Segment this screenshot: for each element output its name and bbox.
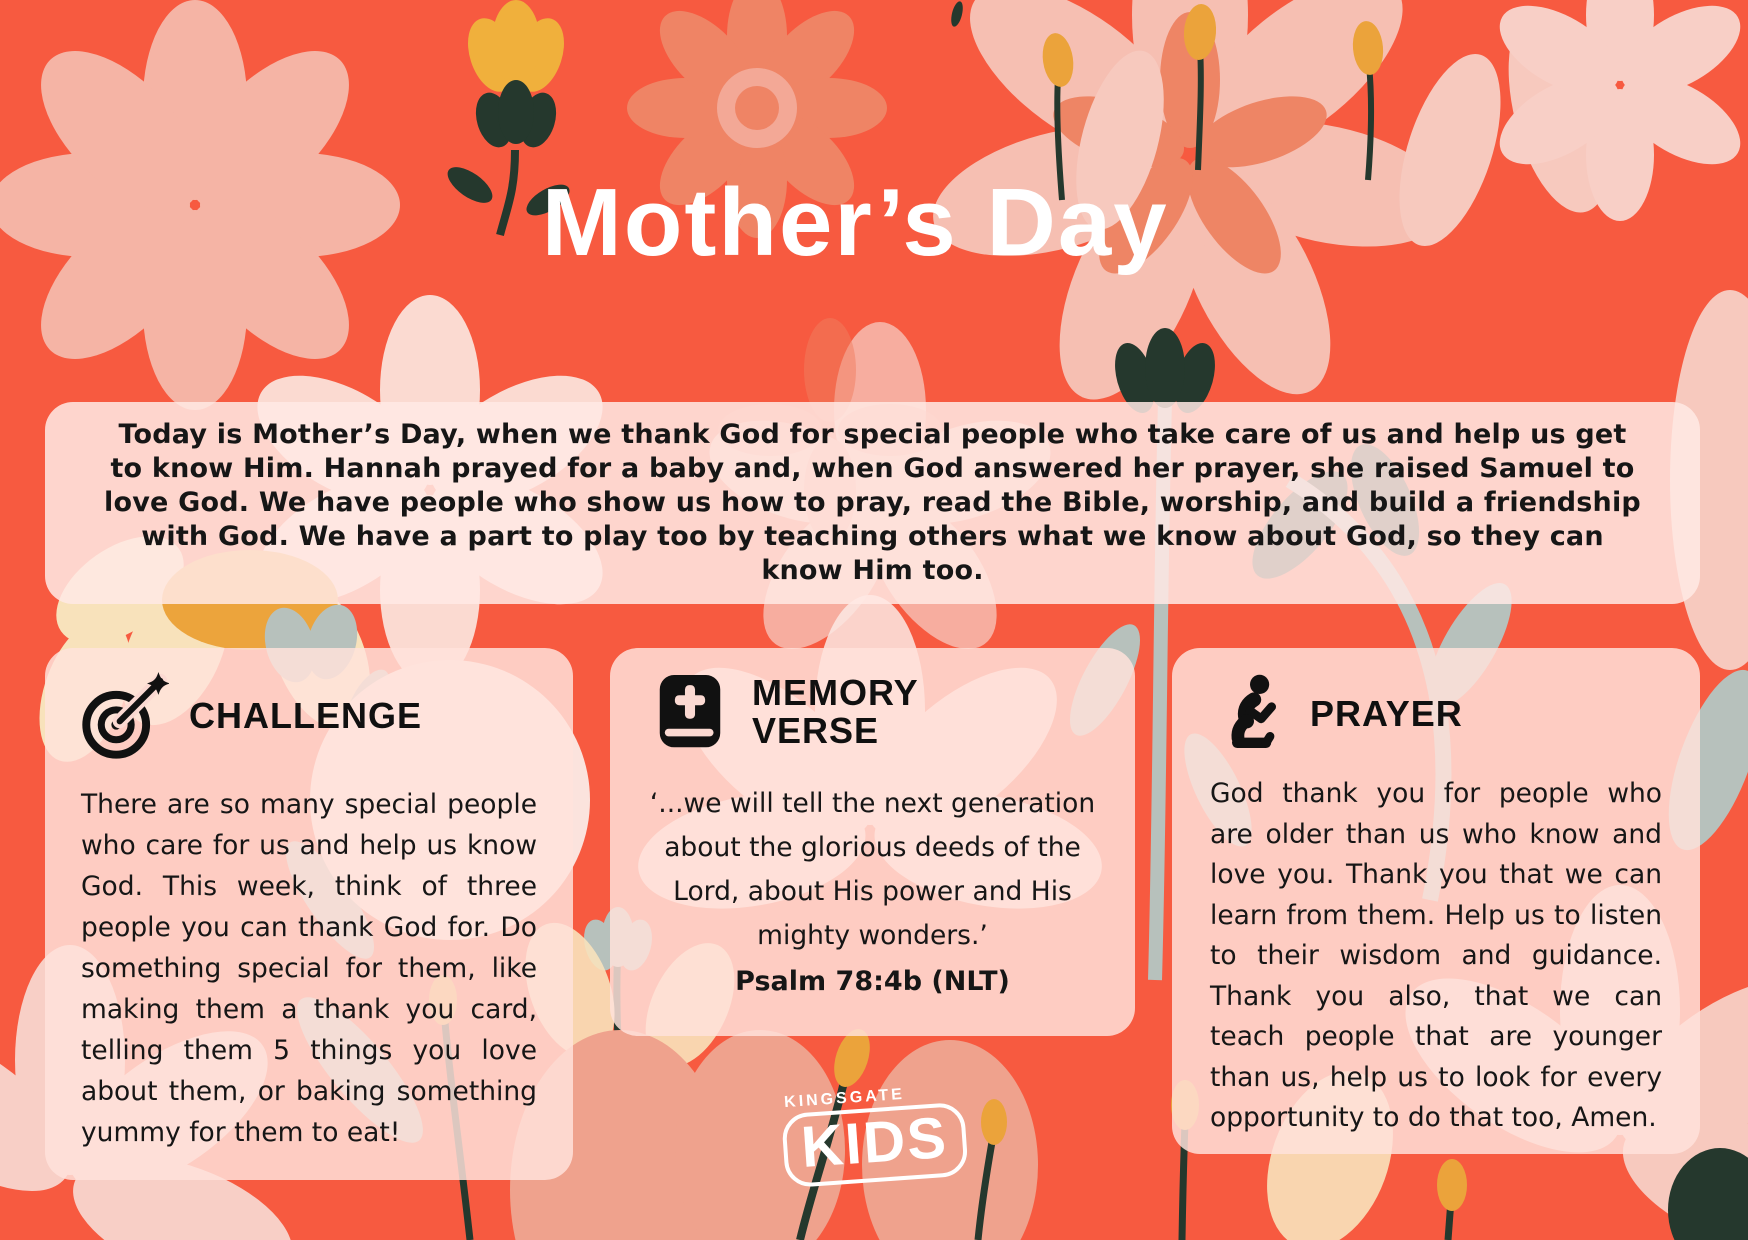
challenge-card: [45, 648, 573, 1180]
memory-title-line1: MEMORY: [752, 672, 919, 713]
flower-decoration: [0, 0, 400, 410]
challenge-text: There are so many special people who care for us and help us know God. This week, think of three people you can thank God for. Do something special for them, like making them a thank you card, telling them 5 things you love about them, or baking something yummy for them to eat!: [81, 789, 537, 1148]
kingsgate-kids-logo: [780, 1082, 969, 1189]
logo-kids-text: KIDS: [781, 1102, 968, 1189]
memory-verse-header: [648, 670, 1097, 754]
prayer-card: [1172, 648, 1700, 1154]
praying-person-icon: [1210, 672, 1290, 756]
prayer-header: [1210, 672, 1662, 756]
intro-box: [45, 402, 1700, 604]
challenge-header: [81, 672, 537, 760]
memory-verse-title: [752, 674, 919, 750]
memory-verse-reference: Psalm 78:4b (NLT): [735, 966, 1010, 997]
logo-kingsgate-text: KINGSGATE: [783, 1085, 906, 1112]
challenge-title: CHALLENGE: [189, 695, 422, 736]
prayer-text: God thank you for people who are older than us who know and love you. Thank you that we can learn from them. Help us to listen to their wisdom and guidance. Thank you also, that we can teach people that are younger than us, help us to look for every opportunity to do that too, Amen.: [1210, 778, 1662, 1133]
memory-verse-text: ‘...we will tell the next generation about the glorious deeds of the Lord, about His power and His mighty wonders.’: [649, 788, 1096, 951]
memory-title-line2: VERSE: [752, 710, 880, 751]
bible-cross-icon: [648, 670, 732, 754]
intro-text: Today is Mother’s Day, when we thank God for special people who take care of us and help us get to know Him. Hannah prayed for a baby and, when God answered her prayer, she raised Samuel to love God. We have people who show us how to pray, read the Bible, worship, and build a friendship with God. We have a part to play too by teaching others what we know about God, so they can know Him too.: [104, 419, 1641, 586]
leaf-decoration: [949, 0, 965, 28]
prayer-title: PRAYER: [1310, 693, 1463, 734]
target-dart-icon: [81, 672, 169, 760]
memory-verse-card: [610, 648, 1135, 1036]
page-title: Mother’s Day: [541, 169, 1169, 276]
